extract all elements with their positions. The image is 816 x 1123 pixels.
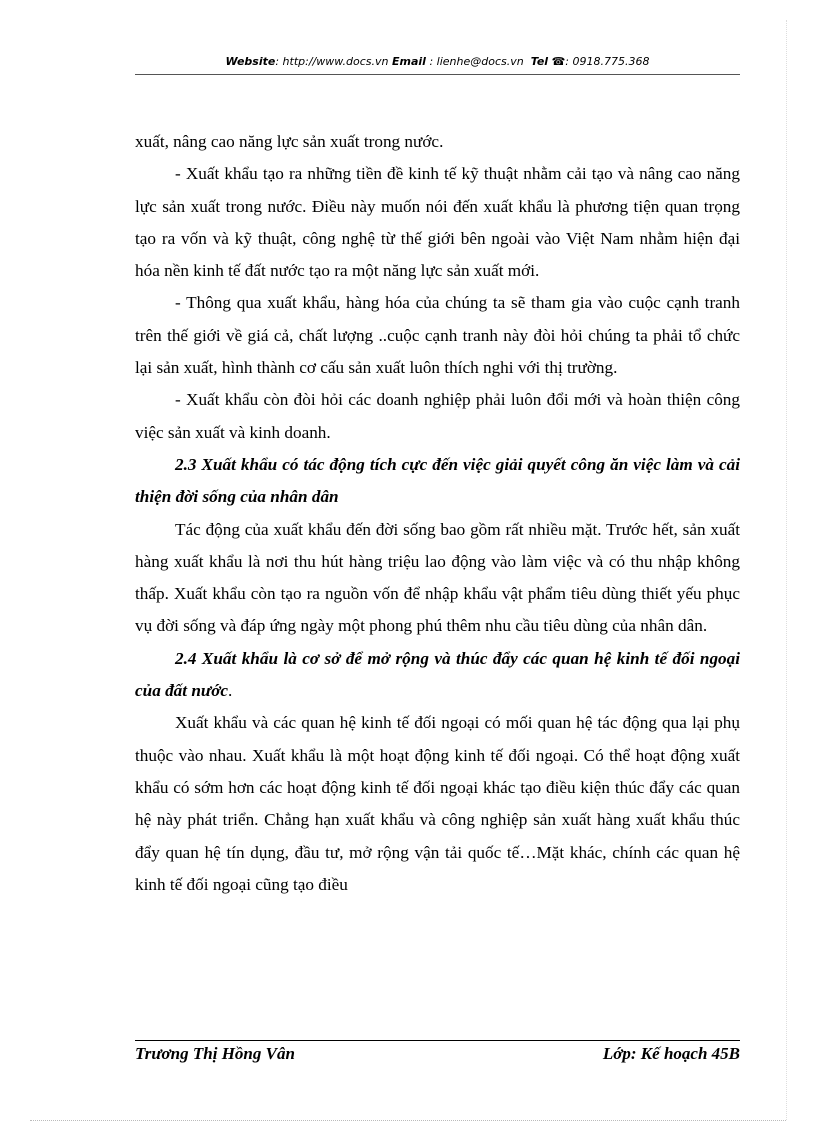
website-label: Website	[225, 55, 276, 68]
document-body	[135, 126, 740, 901]
email-value: : lienhe@docs.vn	[425, 55, 528, 68]
footer-author: Trương Thị Hồng Vân	[135, 1044, 295, 1063]
paragraph: - Thông qua xuất khẩu, hàng hóa của chúng ta sẽ tham gia vào cuộc cạnh tranh trên thế giới về giá cả, chất lượng ..cuộc cạnh tranh này đòi hỏi chúng ta phải tổ chức lại sản xuất, hình thành cơ cấu sản xuất luôn thích nghi với thị trường.	[135, 293, 740, 378]
paragraph: Tác động của xuất khẩu đến đời sống bao gồm rất nhiều mặt. Trước hết, sản xuất hàng xuất khẩu là nơi thu hút hàng triệu lao động vào làm việc và có thu nhập không thấp. Xuất khẩu còn tạo ra nguồn vốn để nhập khẩu vật phẩm tiêu dùng thiết yếu phục vụ đời sống và đáp ứng ngày một phong phú thêm nhu cầu tiêu dùng của nhân dân.	[135, 519, 740, 636]
paragraph: xuất, nâng cao năng lực sản xuất trong nước.	[135, 132, 444, 151]
page-header	[135, 55, 740, 73]
page-footer	[135, 1044, 740, 1064]
footer-divider	[135, 1040, 740, 1041]
website-value: : http://www.docs.vn	[275, 55, 393, 68]
footer-class: Lớp: Kế hoạch 45B	[602, 1044, 740, 1063]
phone-icon: ☎	[551, 55, 566, 68]
paragraph: - Xuất khẩu tạo ra những tiền đề kinh tế kỹ thuật nhằm cải tạo và nâng cao năng lực sản xuất trong nước. Điều này muốn nói đến xuất khẩu là phương tiện quan trọng tạo ra vốn và kỹ thuật, công nghệ từ thế giới bên ngoài vào Việt Nam nhằm hiện đại hóa nền kinh tế đất nước tạo ra một năng lực sản xuất mới.	[135, 164, 740, 281]
email-label: Email	[392, 55, 426, 68]
tel-label: Tel	[530, 55, 549, 68]
paragraph: - Xuất khẩu còn đòi hỏi các doanh nghiệp phải luôn đổi mới và hoàn thiện công việc sản xuất và kinh doanh.	[135, 390, 740, 442]
section-heading-2-4-tail: .	[228, 681, 233, 701]
section-heading-2-3: 2.3 Xuất khẩu có tác động tích cực đến việc giải quyết công ăn việc làm và cải thiện đời sống của nhân dân	[135, 454, 740, 507]
section-heading-2-4-text: 2.4 Xuất khẩu là cơ sở để mở rộng và thúc đẩy các quan hệ kinh tế đối ngoại của đất nước	[135, 648, 740, 701]
header-divider	[135, 74, 740, 75]
page-border-right	[786, 20, 787, 1120]
tel-value: : 0918.775.368	[565, 55, 650, 68]
paragraph: Xuất khẩu và các quan hệ kinh tế đối ngoại có mối quan hệ tác động qua lại phụ thuộc vào nhau. Xuất khẩu là một hoạt động kinh tế đối ngoại. Có thể hoạt động xuất khẩu có sớm hơn các hoạt động kinh tế đối ngoại khác tạo điều kiện thúc đẩy các quan hệ này phát triển. Chẳng hạn xuất khẩu và công nghiệp sản xuất hàng xuất khẩu thúc đẩy quan hệ tín dụng, đầu tư, mở rộng vận tải quốc tế…Mặt khác, chính các quan hệ kinh tế đối ngoại cũng tạo điều	[135, 713, 740, 894]
page-border-bottom	[30, 1120, 786, 1121]
section-heading-2-4	[135, 643, 740, 708]
